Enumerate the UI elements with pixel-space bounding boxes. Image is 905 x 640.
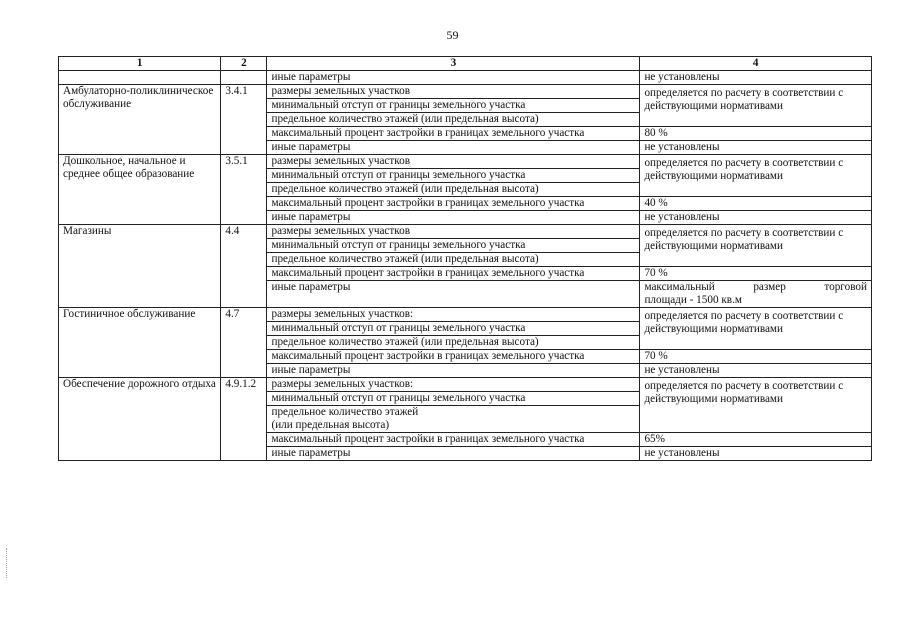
value-cell: не установлены — [640, 447, 872, 461]
param-cell: максимальный процент застройки в границах земельного участка — [267, 433, 640, 447]
header-cell: 4 — [640, 57, 872, 71]
value-cell: не установлены — [640, 211, 872, 225]
param-cell — [267, 406, 640, 433]
table-row — [59, 308, 872, 322]
param-cell: иные параметры — [267, 141, 640, 155]
use-name-cell — [59, 71, 221, 85]
param-line: предельное количество этажей — [271, 406, 419, 418]
param-cell: предельное количество этажей (или предельная высота) — [267, 336, 640, 350]
value-word: максимальный — [644, 281, 715, 293]
page-number: 59 — [446, 28, 459, 42]
param-cell: предельное количество этажей (или предельная высота) — [267, 253, 640, 267]
zoning-parameters-table — [58, 56, 872, 461]
scan-edge-marks — [6, 548, 10, 578]
value-cell: 65% — [640, 433, 872, 447]
value-word: размер — [753, 281, 786, 293]
code-cell: 3.4.1 — [221, 85, 267, 155]
param-cell: предельное количество этажей (или предельная высота) — [267, 183, 640, 197]
value-cell: определяется по расчету в соответствии с действующими нормативами — [640, 225, 872, 267]
table-row — [59, 155, 872, 169]
header-cell: 2 — [221, 57, 267, 71]
value-cell — [640, 281, 872, 308]
value-cell: не установлены — [640, 141, 872, 155]
use-name-cell: Дошкольное, начальное и среднее общее образование — [59, 155, 221, 225]
value-cell: определяется по расчету в соответствии с действующими нормативами — [640, 378, 872, 433]
header-cell: 1 — [59, 57, 221, 71]
param-cell: предельное количество этажей (или предельная высота) — [267, 113, 640, 127]
param-cell: максимальный процент застройки в границах земельного участка — [267, 197, 640, 211]
table-row — [59, 71, 872, 85]
value-cell: определяется по расчету в соответствии с действующими нормативами — [640, 155, 872, 197]
param-cell: иные параметры — [267, 281, 640, 308]
trade-area-value: площади - 1500 кв.м — [644, 294, 742, 306]
value-cell: определяется по расчету в соответствии с действующими нормативами — [640, 308, 872, 350]
param-cell: минимальный отступ от границы земельного участка — [267, 392, 640, 406]
header-row — [59, 57, 872, 71]
code-cell: 3.5.1 — [221, 155, 267, 225]
param-cell: иные параметры — [267, 211, 640, 225]
use-name-cell: Обеспечение дорожного отдыха — [59, 378, 221, 461]
param-cell: максимальный процент застройки в границах земельного участка — [267, 267, 640, 281]
param-cell: минимальный отступ от границы земельного участка — [267, 169, 640, 183]
code-cell: 4.7 — [221, 308, 267, 378]
param-cell: размеры земельных участков — [267, 155, 640, 169]
table-row — [59, 85, 872, 99]
value-cell: не установлены — [640, 364, 872, 378]
table-row — [59, 225, 872, 239]
use-name-cell: Амбулаторно-поликлиническое обслуживание — [59, 85, 221, 155]
code-cell — [221, 71, 267, 85]
table-row — [59, 378, 872, 392]
value-word: торговой — [824, 281, 867, 293]
use-name-cell: Магазины — [59, 225, 221, 308]
value-cell: не установлены — [640, 71, 872, 85]
use-name-cell: Гостиничное обслуживание — [59, 308, 221, 378]
param-cell: минимальный отступ от границы земельного участка — [267, 322, 640, 336]
param-line: (или предельная высота) — [271, 419, 390, 431]
value-cell: 80 % — [640, 127, 872, 141]
param-cell: максимальный процент застройки в границах земельного участка — [267, 350, 640, 364]
param-cell: размеры земельных участков: — [267, 308, 640, 322]
code-cell: 4.4 — [221, 225, 267, 308]
param-cell: иные параметры — [267, 364, 640, 378]
param-cell: минимальный отступ от границы земельного участка — [267, 99, 640, 113]
header-cell: 3 — [267, 57, 640, 71]
trade-area-line — [644, 281, 867, 294]
param-cell: размеры земельных участков — [267, 225, 640, 239]
param-cell: размеры земельных участков — [267, 85, 640, 99]
param-cell: иные параметры — [267, 447, 640, 461]
code-cell: 4.9.1.2 — [221, 378, 267, 461]
param-cell: иные параметры — [267, 71, 640, 85]
param-cell: минимальный отступ от границы земельного участка — [267, 239, 640, 253]
value-cell: 40 % — [640, 197, 872, 211]
value-cell: 70 % — [640, 267, 872, 281]
param-cell: максимальный процент застройки в границах земельного участка — [267, 127, 640, 141]
param-cell: размеры земельных участков: — [267, 378, 640, 392]
value-cell: определяется по расчету в соответствии с действующими нормативами — [640, 85, 872, 127]
value-cell: 70 % — [640, 350, 872, 364]
